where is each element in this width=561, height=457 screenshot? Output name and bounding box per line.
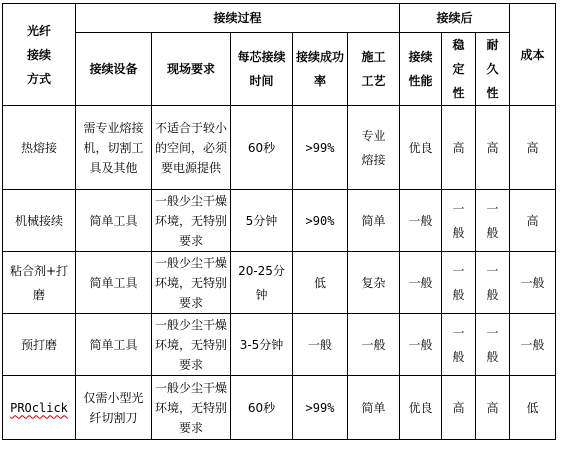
cell-success: >99% (293, 376, 348, 440)
cell-success: 低 (293, 252, 348, 314)
table-row (3, 314, 556, 376)
header-durability-text: 耐久性 (486, 38, 499, 100)
cell-equipment: 简单工具 (76, 190, 152, 252)
cell-stability-text: 一般 (452, 325, 465, 364)
cell-equipment: 简单工具 (76, 252, 152, 314)
header-success-text: 接续成功率 (296, 50, 345, 88)
cell-site (152, 376, 231, 440)
cell-performance: 优良 (400, 106, 442, 190)
cell-equipment-text: 需专业熔接机，切割工具及其他 (83, 120, 144, 175)
header-performance (400, 33, 442, 106)
table-row (3, 106, 556, 190)
cell-equipment (76, 106, 152, 190)
cell-method (3, 252, 76, 314)
cell-method (3, 376, 76, 440)
cell-performance: 一般 (400, 190, 442, 252)
table-row (3, 190, 556, 252)
cell-durability: 高 (476, 376, 510, 440)
cell-site-text: 不适合于较小的空间，必须要电源提供 (155, 120, 228, 175)
table-row (3, 252, 556, 314)
cell-time (231, 252, 293, 314)
cell-cost: 高 (510, 106, 556, 190)
cell-cost: 低 (510, 376, 556, 440)
header-group-process: 接续过程 (76, 4, 400, 33)
cell-cost: 高 (510, 190, 556, 252)
cell-durability: 高 (476, 106, 510, 190)
cell-durability (476, 252, 510, 314)
cell-durability-text: 一般 (486, 325, 499, 364)
cell-performance: 一般 (400, 252, 442, 314)
cell-method-text: 粘合剂+打磨 (9, 263, 69, 302)
cell-cost: 一般 (510, 314, 556, 376)
cell-stability (442, 314, 476, 376)
cell-craft: 一般 (348, 314, 400, 376)
header-success (293, 33, 348, 106)
header-cost: 成本 (510, 4, 556, 106)
cell-stability (442, 190, 476, 252)
cell-time: 5分钟 (231, 190, 293, 252)
cell-site-text: 一般少尘干燥环境，无特别要求 (155, 380, 228, 435)
cell-method-text: PROclick (10, 400, 68, 415)
cell-cost: 一般 (510, 252, 556, 314)
cell-site-text: 一般少尘干燥环境，无特别要求 (155, 317, 228, 372)
cell-time-text: 3-5分钟 (239, 337, 284, 352)
header-method (3, 4, 76, 106)
cell-stability: 高 (442, 376, 476, 440)
cell-method: 热熔接 (3, 106, 76, 190)
cell-site-text: 一般少尘干燥环境，无特别要求 (155, 255, 228, 310)
header-time-text: 每芯接续时间 (237, 50, 286, 88)
cell-success: >99% (293, 106, 348, 190)
cell-stability-text: 一般 (452, 201, 465, 240)
cell-time (231, 314, 293, 376)
cell-success: 一般 (293, 314, 348, 376)
cell-time-text: 20-25分钟 (238, 263, 285, 302)
header-time (231, 33, 293, 106)
header-equipment: 接续设备 (76, 33, 152, 106)
cell-method: 预打磨 (3, 314, 76, 376)
header-stability (442, 33, 476, 106)
cell-stability: 高 (442, 106, 476, 190)
header-site: 现场要求 (152, 33, 231, 106)
header-craft (348, 33, 400, 106)
cell-site (152, 314, 231, 376)
cell-durability (476, 314, 510, 376)
cell-equipment-text: 仅需小型光纤切割刀 (83, 390, 144, 425)
header-method-text: 光纤接续方式 (26, 23, 51, 86)
cell-craft-text: 专业熔接 (361, 128, 386, 167)
cell-site (152, 252, 231, 314)
header-durability (476, 33, 510, 106)
table-row (3, 376, 556, 440)
cell-site (152, 190, 231, 252)
header-stability-text: 稳定性 (452, 38, 465, 100)
header-performance-text: 接续性能 (408, 50, 433, 88)
cell-stability-text: 一般 (452, 263, 465, 302)
cell-site-text: 一般少尘干燥环境，无特别要求 (155, 193, 228, 248)
header-group-after: 接续后 (400, 4, 510, 33)
cell-time: 60秒 (231, 376, 293, 440)
cell-equipment: 简单工具 (76, 314, 152, 376)
cell-site (152, 106, 231, 190)
cell-craft: 简单 (348, 190, 400, 252)
cell-success: >90% (293, 190, 348, 252)
cell-time: 60秒 (231, 106, 293, 190)
cell-stability (442, 252, 476, 314)
cell-performance: 优良 (400, 376, 442, 440)
cell-durability-text: 一般 (486, 263, 499, 302)
cell-durability-text: 一般 (486, 201, 499, 240)
comparison-table (2, 3, 556, 440)
cell-performance: 一般 (400, 314, 442, 376)
cell-craft: 简单 (348, 376, 400, 440)
cell-equipment (76, 376, 152, 440)
cell-durability (476, 190, 510, 252)
cell-craft: 复杂 (348, 252, 400, 314)
header-craft-text: 施工工艺 (361, 50, 386, 88)
cell-craft (348, 106, 400, 190)
cell-method: 机械接续 (3, 190, 76, 252)
